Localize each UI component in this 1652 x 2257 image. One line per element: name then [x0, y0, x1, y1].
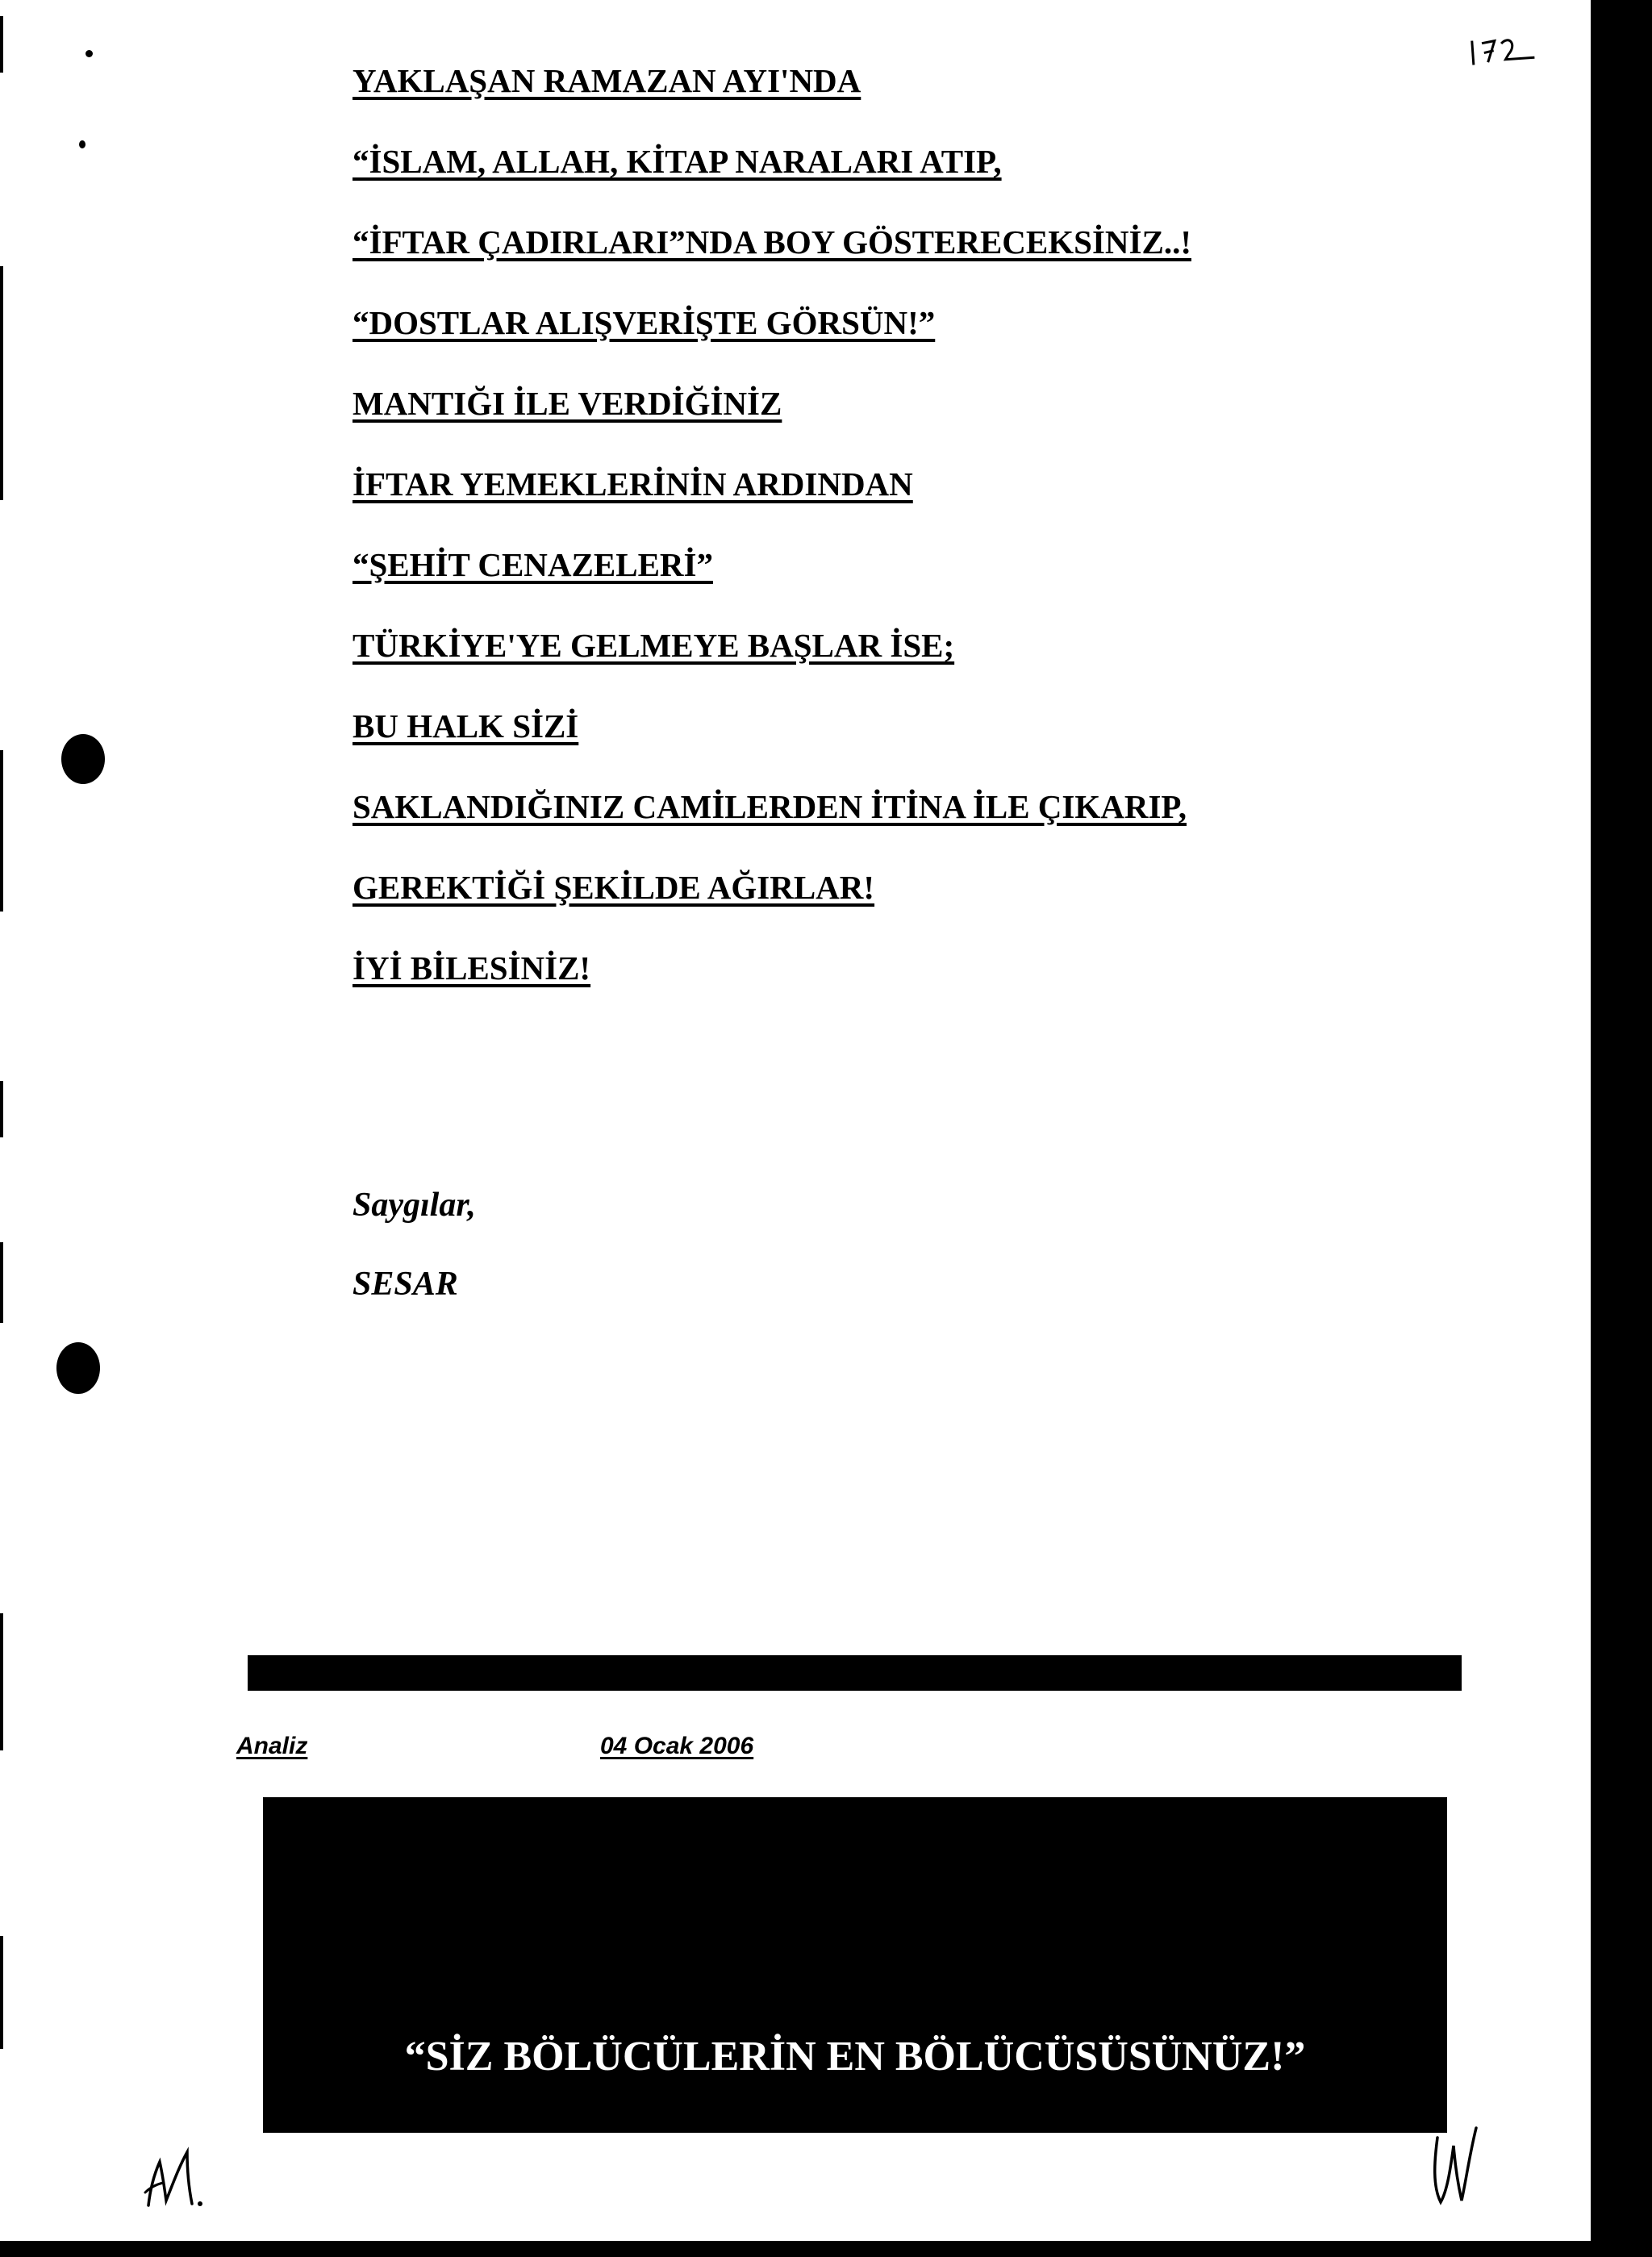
punch-hole — [61, 734, 105, 784]
body-line: SAKLANDIĞINIZ CAMİLERDEN İTİNA İLE ÇIKARIP, — [353, 788, 1187, 825]
headline-banner — [263, 1797, 1447, 2133]
body-line: GEREKTİĞİ ŞEKİLDE AĞIRLAR! — [353, 869, 875, 906]
redaction-bar — [248, 1655, 1462, 1691]
scan-edge-line — [0, 1081, 3, 1137]
page-number-drawing — [1466, 30, 1537, 70]
body-line: BU HALK SİZİ — [353, 707, 579, 745]
document-date: 04 Ocak 2006 — [600, 1733, 754, 1759]
scan-edge-line — [0, 16, 3, 73]
scan-edge-line — [0, 1613, 3, 1750]
handwritten-page-number — [1466, 30, 1537, 78]
section-label: Analiz — [236, 1733, 308, 1759]
letter-body — [353, 58, 1191, 1026]
handwritten-initials-right — [1426, 2121, 1483, 2214]
body-line: MANTIĞI İLE VERDİĞİNİZ — [353, 385, 782, 422]
scan-edge-line — [0, 1936, 3, 2049]
body-line: “İFTAR ÇADIRLARI”NDA BOY GÖSTERECEKSİNİZ..! — [353, 223, 1191, 261]
body-line: “ŞEHİT CENAZELERİ” — [353, 546, 713, 583]
closing-greeting: Saygılar, — [353, 1187, 476, 1224]
scan-edge-line — [0, 1242, 3, 1323]
body-line: YAKLAŞAN RAMAZAN AYI'NDA — [353, 62, 861, 99]
banner-title: “SİZ BÖLÜCÜLERİN EN BÖLÜCÜSÜSÜNÜZ!” — [404, 2034, 1306, 2080]
scan-speck — [79, 140, 86, 148]
body-line: “İSLAM, ALLAH, KİTAP NARALARI ATIP, — [353, 143, 1002, 180]
scan-edge-line — [0, 266, 3, 500]
initials-right-drawing — [1426, 2121, 1483, 2210]
punch-hole — [56, 1342, 100, 1394]
body-line: TÜRKİYE'YE GELMEYE BAŞLAR İSE; — [353, 627, 955, 664]
body-line: “DOSTLAR ALIŞVERİŞTE GÖRSÜN!” — [353, 304, 936, 341]
body-line: İFTAR YEMEKLERİNİN ARDINDAN — [353, 465, 913, 503]
signer-name: SESAR — [353, 1266, 458, 1303]
scan-edge-line — [0, 750, 3, 912]
handwritten-initials-left — [142, 2144, 215, 2217]
scan-speck — [86, 50, 93, 57]
body-line: İYİ BİLESİNİZ! — [353, 949, 591, 987]
initials-left-drawing — [142, 2144, 215, 2213]
